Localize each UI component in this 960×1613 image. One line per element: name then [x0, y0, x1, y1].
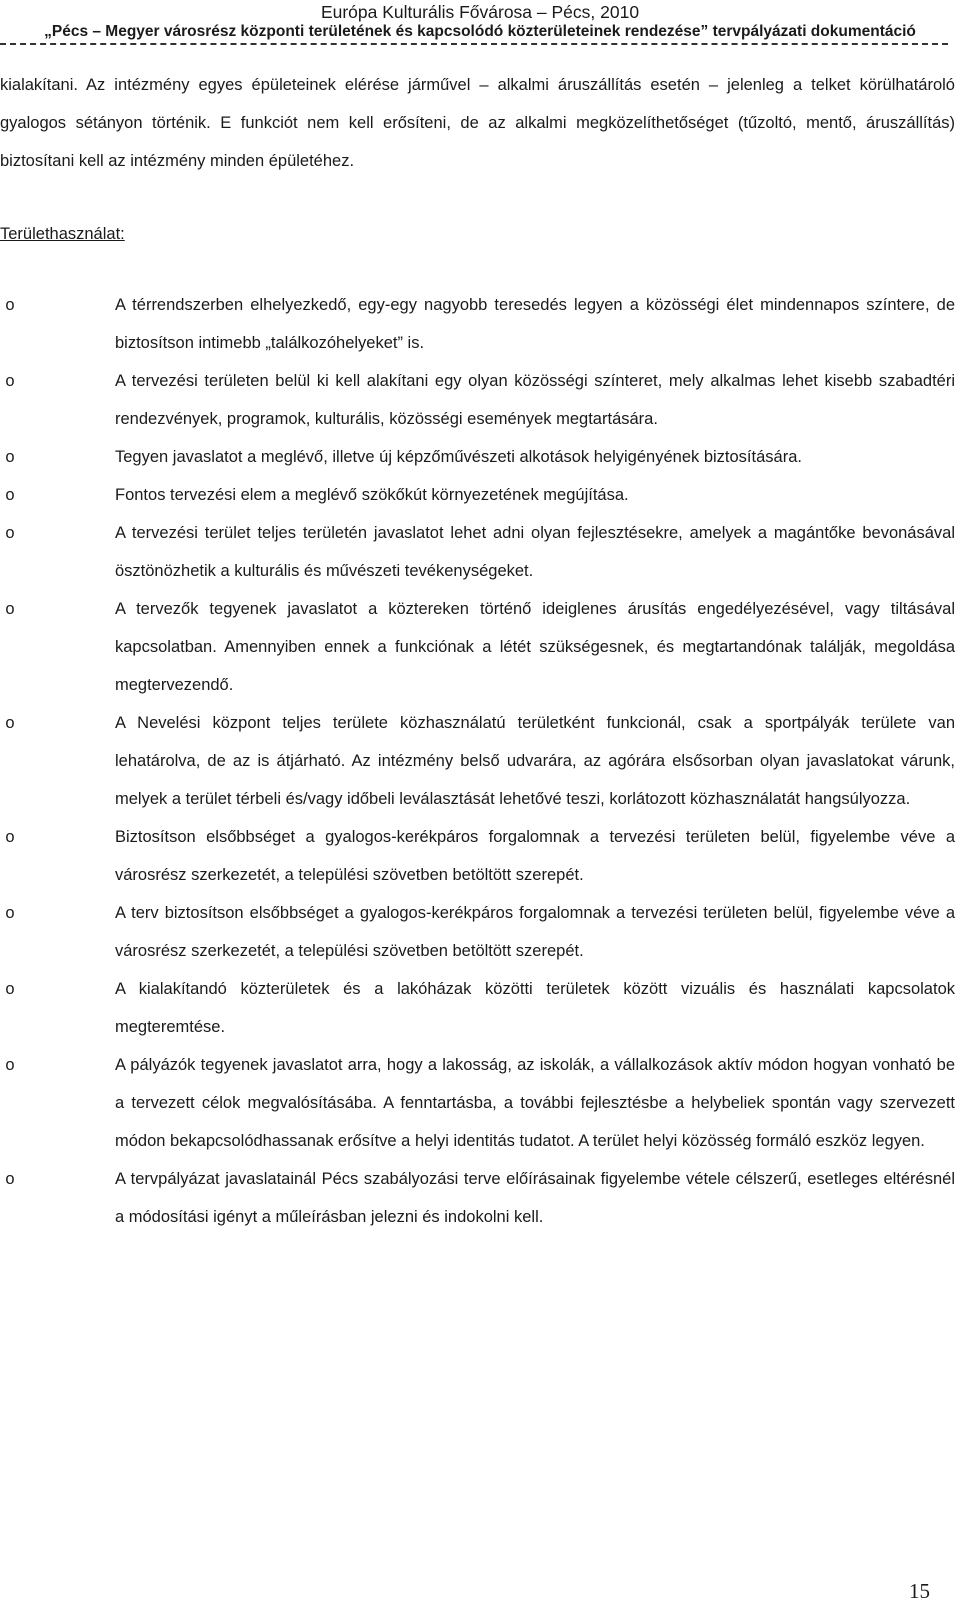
list-item-text: A terv biztosítson elsőbbséget a gyalogos-kerékpáros forgalomnak a tervezési területen belül, figyelembe véve a városrész szerkezetét, a települési szövetben betöltött szerepét.: [115, 904, 955, 960]
list-item-text: A térrendszerben elhelyezkedő, egy-egy nagyobb teresedés legyen a közösségi élet mindennapos színtere, de biztosítson intimebb „találkozóhelyeket” is.: [115, 296, 955, 352]
list-item: [0, 818, 955, 894]
list-item-text: Fontos tervezési elem a meglévő szökőkút környezetének megújítása.: [115, 486, 629, 504]
list-item: [0, 362, 955, 438]
bullet-marker: o: [5, 980, 15, 998]
bullet-marker: o: [5, 714, 15, 732]
list-item: [0, 286, 955, 362]
list-item-text: A tervezési területen belül ki kell alakítani egy olyan közösségi színteret, mely alkalmas lehet kisebb szabadtéri rendezvények, programok, kulturális, közösségi események megtartására.: [115, 372, 955, 428]
bullet-marker: o: [5, 448, 15, 466]
bullet-marker: o: [5, 296, 15, 314]
list-item: [0, 1046, 955, 1160]
header-subtitle: „Pécs – Megyer városrész központi területének és kapcsolódó közterületeinek rendezése” tervpályázati dokumentáció: [44, 23, 916, 40]
bullet-marker: o: [5, 828, 15, 846]
list-item: [0, 1160, 955, 1236]
bullet-marker: o: [5, 904, 15, 922]
list-item-text: A Nevelési központ teljes területe közhasználatú területként funkcionál, csak a sportpályák területe van lehatárolva, de az is átjárható. Az intézmény belső udvarára, az agórára elsősorban olyan javaslatokat várunk, melyek a terület térbeli és/vagy időbeli leválasztását lehetővé teszi, korlátozott közhasználatát hangsúlyozza.: [115, 714, 955, 808]
document-body: [0, 66, 955, 1236]
bullet-marker: o: [5, 486, 15, 504]
bullet-list: [0, 286, 955, 1236]
bullet-marker: o: [5, 1170, 15, 1188]
section-title: Területhasználat:: [0, 225, 125, 243]
list-item: [0, 476, 955, 514]
header-divider: [0, 43, 948, 45]
list-item: [0, 514, 955, 590]
list-item-text: Biztosítson elsőbbséget a gyalogos-kerékpáros forgalomnak a tervezési területen belül, figyelembe véve a városrész szerkezetét, a települési szövetben betöltött szerepét.: [115, 828, 955, 884]
bullet-marker: o: [5, 600, 15, 618]
list-item-text: A tervezési terület teljes területén javaslatot lehet adni olyan fejlesztésekre, amelyek a magántőke bevonásával ösztönözhetik a kulturális és művészeti tevékenységeket.: [115, 524, 955, 580]
bullet-marker: o: [5, 524, 15, 542]
list-item: [0, 894, 955, 970]
list-item: [0, 438, 955, 476]
list-item-text: A tervezők tegyenek javaslatot a köztereken történő ideiglenes árusítás engedélyezésével, vagy tiltásával kapcsolatban. Amennyiben ennek a funkciónak a létét szükségesnek, és megtartandónak találják, megoldása megtervezendő.: [115, 600, 955, 694]
bullet-marker: o: [5, 1056, 15, 1074]
list-item-text: A tervpályázat javaslatainál Pécs szabályozási terve előírásainak figyelembe vétele célszerű, esetleges eltérésnél a módosítási igényt a műleírásban jelezni és indokolni kell.: [115, 1170, 955, 1226]
list-item: [0, 590, 955, 704]
list-item: [0, 704, 955, 818]
header-title: Európa Kulturális Fővárosa – Pécs, 2010: [320, 2, 640, 22]
list-item-text: A pályázók tegyenek javaslatot arra, hogy a lakosság, az iskolák, a vállalkozások aktív módon hogyan vonható be a tervezett célok megvalósításába. A fenntartásba, a további fejlesztésbe a helybeliek spontán vagy szervezett módon bekapcsolódhassanak erősítve a helyi identitás tudatot. A terület helyi közösség formáló eszköz legyen.: [115, 1056, 955, 1150]
bullet-marker: o: [5, 372, 15, 390]
page-header: [0, 0, 960, 46]
intro-paragraph: kialakítani. Az intézmény egyes épületeinek elérése járművel – alkalmi áruszállítás esetén – jelenleg a telket körülhatároló gyalogos sétányon történik. E funkciót nem kell erősíteni, de az alkalmi megközelíthetőséget (tűzoltó, mentő, áruszállítás) biztosítani kell az intézmény minden épületéhez.: [0, 76, 955, 170]
list-item-text: Tegyen javaslatot a meglévő, illetve új képzőművészeti alkotások helyigényének biztosítására.: [115, 448, 802, 466]
list-item: [0, 970, 955, 1046]
page-number: 15: [909, 1579, 930, 1603]
list-item-text: A kialakítandó közterületek és a lakóházak közötti területek között vizuális és használati kapcsolatok megteremtése.: [115, 980, 955, 1036]
